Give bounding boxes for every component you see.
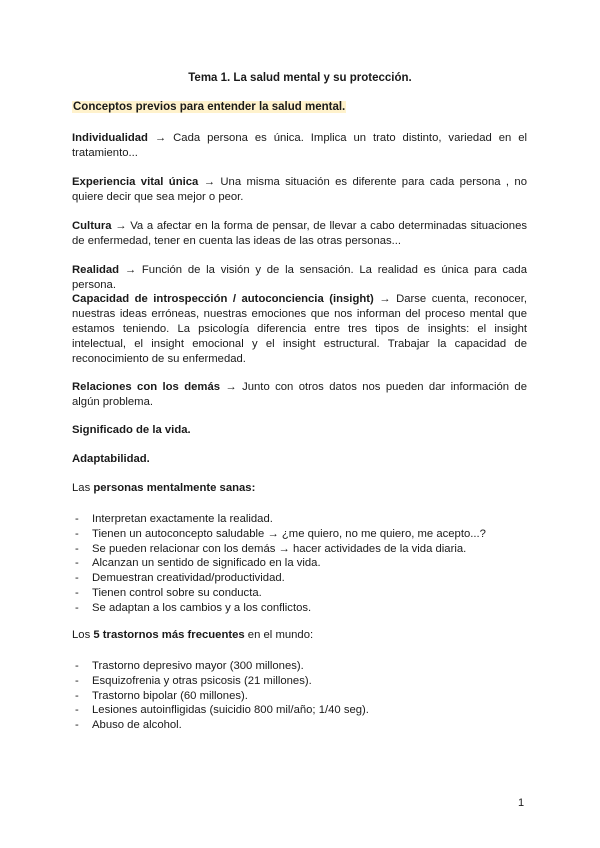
dash-bullet: - (75, 572, 79, 585)
page-title: Tema 1. La salud mental y su protección. (188, 72, 412, 84)
trastornos-bold: 5 trastornos más frecuentes (93, 629, 245, 641)
list-item: - Se pueden relacionar con los demás → hacer actividades de la vida diaria. (75, 542, 467, 555)
concept-term: Experiencia vital única (72, 176, 199, 188)
list-item: - Demuestran creatividad/productividad. (75, 572, 285, 585)
concept-text: → Darse cuenta, reconocer, nuestras ideas erróneas, nuestras emociones que nos informan del proceso mental que estamos teniendo. La psicología diferencia entre tres tipos de insights: el insight intelectual, el insight emocional y el insight estructural. Trabajar la capacidad de reconocimiento de su enfermedad. (72, 293, 527, 365)
significado-heading: Significado de la vida. (72, 424, 191, 436)
section-heading-highlighted: Conceptos previos para entender la salud mental. (73, 101, 346, 113)
concept-term: Cultura (72, 220, 112, 232)
trastornos-prefix: Los (72, 629, 94, 641)
concept-term: Capacidad de introspección / autoconciencia (insight) (72, 293, 374, 305)
list-item: - Abuso de alcohol. (75, 719, 182, 732)
dash-bullet: - (75, 689, 79, 702)
sanas-list (72, 512, 527, 616)
list-item: - Lesiones autoinfligidas (suicidio 800 mil/año; 1/40 seg). (75, 704, 369, 717)
dash-bullet: - (75, 527, 79, 540)
list-item: - Alcanzan un sentido de significado en la vida. (75, 557, 321, 570)
trastornos-suffix: en el mundo: (244, 629, 314, 641)
list-item: - Trastorno depresivo mayor (300 millones). (75, 660, 304, 672)
concept-text: → Cada persona es única. Implica un trato distinto, variedad en el tratamiento... (72, 132, 527, 159)
concept-text: → Función de la visión y de la sensación. La realidad es única para cada persona. (72, 264, 527, 291)
concept-text: → Va a afectar en la forma de pensar, de llevar a cabo determinadas situaciones de enfermedad, tener en cuenta las ideas de las otras personas... (72, 220, 527, 247)
sanas-bold: personas mentalmente sanas: (93, 482, 256, 494)
trastornos-list (72, 659, 527, 733)
concept-cultura (72, 219, 527, 249)
trastornos-intro (72, 629, 313, 641)
dash-bullet: - (75, 601, 79, 614)
dash-bullet: - (75, 719, 79, 732)
concept-relaciones (72, 380, 527, 410)
list-item: - Se adaptan a los cambios y a los conflictos. (75, 601, 312, 614)
sanas-prefix: Las (72, 482, 94, 494)
page-number: 1 (518, 797, 525, 809)
dash-bullet: - (75, 586, 79, 599)
concept-term: Individualidad (72, 132, 148, 144)
list-item: - Esquizofrenia y otras psicosis (21 millones). (75, 674, 312, 687)
list-item: - Trastorno bipolar (60 millones). (75, 689, 248, 702)
dash-bullet: - (75, 542, 79, 555)
list-item: - Tienen un autoconcepto saludable → ¿me quiero, no me quiero, me acepto...? (75, 527, 486, 540)
adaptabilidad-heading: Adaptabilidad. (72, 453, 150, 465)
list-item: - Tienen control sobre su conducta. (75, 586, 262, 599)
dash-bullet: - (75, 674, 79, 687)
dash-bullet: - (75, 660, 79, 672)
concept-text: → Una misma situación es diferente para cada persona , no quiere decir que sea mejor o peor. (72, 176, 527, 203)
list-item: - Interpretan exactamente la realidad. (75, 513, 273, 525)
sanas-intro (72, 482, 255, 494)
concept-realidad (72, 263, 527, 293)
concept-individualidad (72, 131, 527, 161)
concept-experiencia (72, 175, 527, 205)
dash-bullet: - (75, 704, 79, 717)
dash-bullet: - (75, 557, 79, 570)
dash-bullet: - (75, 513, 79, 525)
concept-term: Relaciones con los demás (72, 381, 221, 393)
concept-text: → Junto con otros datos nos pueden dar información de algún problema. (72, 381, 527, 408)
concept-term: Realidad (72, 264, 120, 276)
concept-introspeccion (72, 292, 527, 367)
